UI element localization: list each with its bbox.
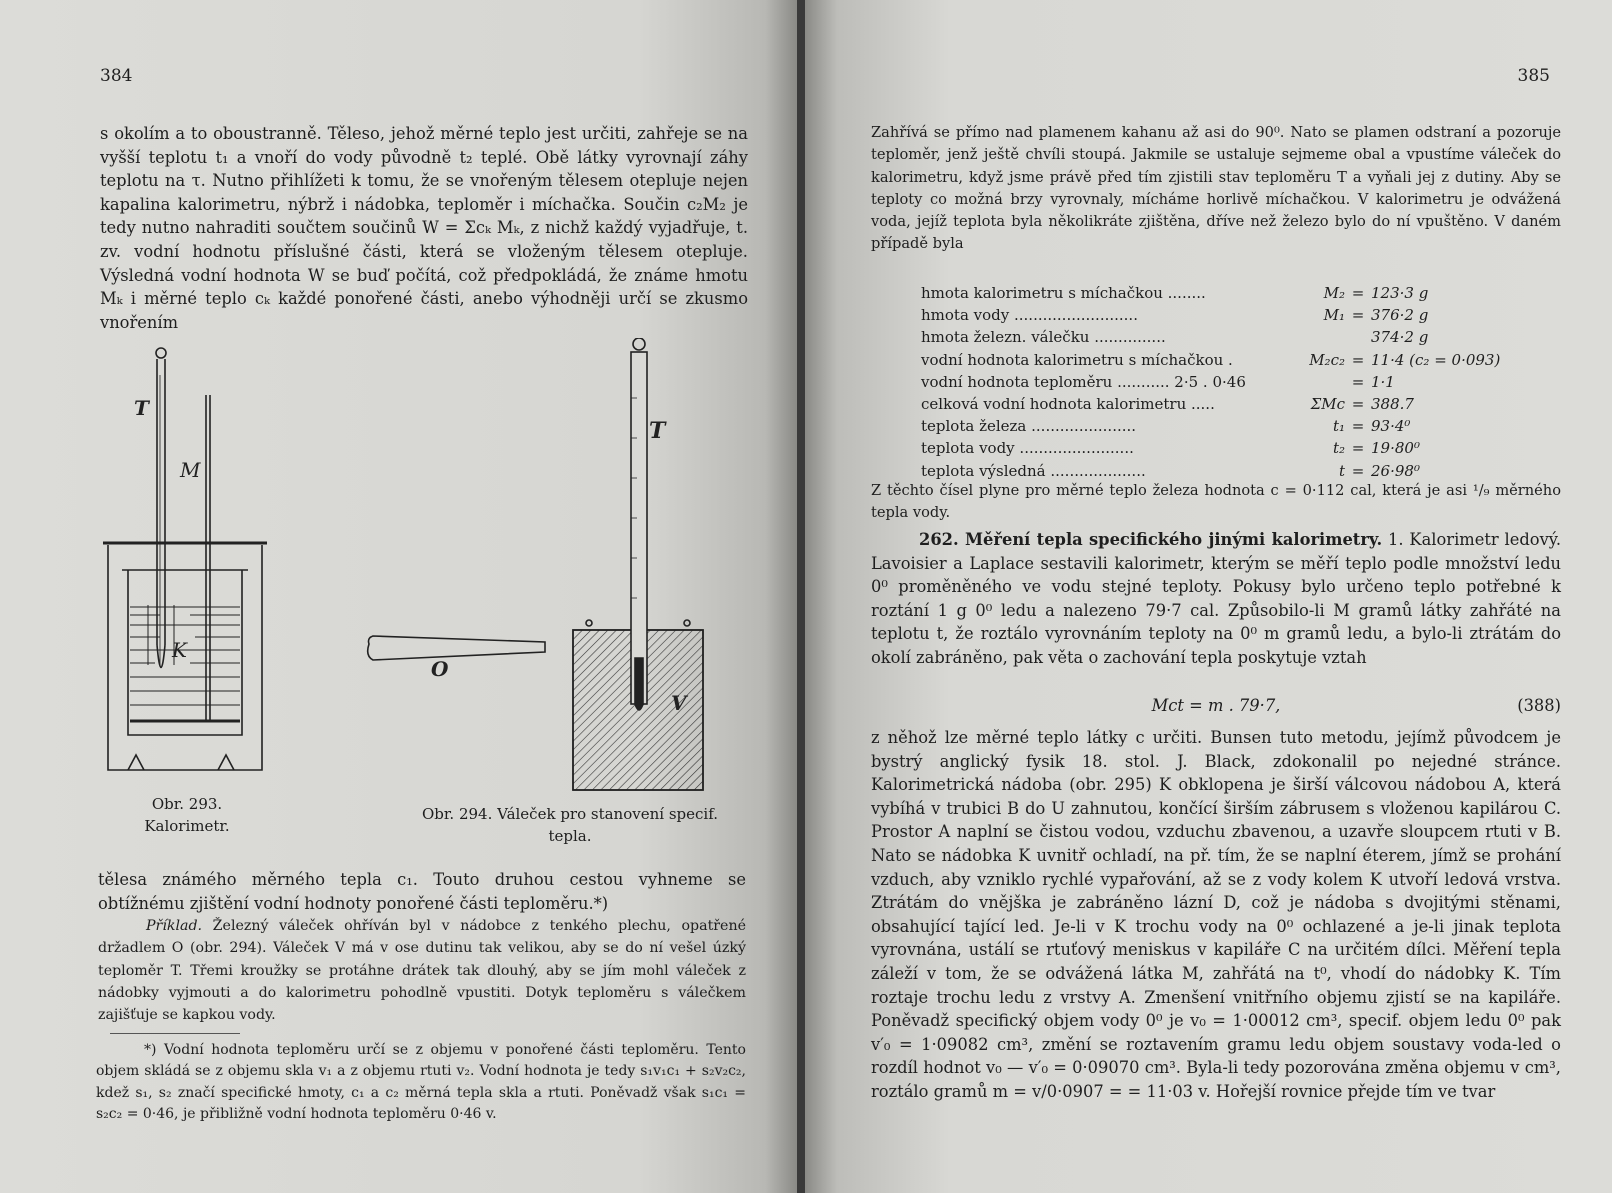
- equation-388: [871, 690, 1561, 720]
- right-page: [805, 0, 1612, 1193]
- table-cell-eq: =: [1351, 372, 1365, 391]
- table-cell-label: teplota železa ......................: [921, 417, 1137, 436]
- table-row: [921, 393, 1500, 415]
- table-row: [921, 437, 1500, 459]
- table-cell-val: 19·80⁰: [1371, 439, 1420, 458]
- table-cell-val: 123·3 g: [1371, 284, 1429, 303]
- example-paragraph: [98, 915, 746, 1026]
- left-page-number: 384: [100, 66, 133, 86]
- left-mid-paragraph: tělesa známého měrného tepla c₁. Touto druhou cestou vyhneme se obtížnému zjištění vodní hodnoty ponořené části teploměru.*): [98, 870, 746, 913]
- fig294-label-v: V: [671, 691, 687, 715]
- table-cell-eq: [1345, 326, 1371, 348]
- table-cell-label: celková vodní hodnota kalorimetru .....: [921, 395, 1215, 414]
- table-cell-label: teplota výsledná ....................: [921, 461, 1146, 480]
- figure-294-cylinder: [365, 338, 725, 798]
- section-heading: 262. Měření tepla specifického jinými kalorimetry.: [919, 530, 1383, 549]
- table-row: [921, 371, 1500, 393]
- table-cell-eq: =: [1351, 284, 1365, 303]
- fig293-caption: Obr. 293. Kalorimetr.: [144, 795, 230, 835]
- figure-293-calorimeter: [100, 345, 270, 790]
- table-row: [921, 349, 1500, 371]
- equation: Mct = m . 79·7,: [1151, 695, 1281, 715]
- right-page-number: 385: [1517, 66, 1550, 86]
- footnote: *) Vodní hodnota teploměru určí se z objemu v ponořené části teploměru. Tento objem skládá se z objemu skla v₁ a z objemu rtuti v₂. Vodní hodnota je tedy s₁v₁c₁ + s₂v₂c₂, kdež s₁, s₂ značí specifické hmoty, c₁ a c₂ měrná tepla skla a rtuti. Poněvadž však s₁c₁ = s₂c₂ = 0·46, je přibližně vodní hodnota teploměru 0·46 v.: [96, 1042, 746, 1123]
- fig294-caption: Obr. 294. Váleček pro stanovení specif. tepla.: [421, 805, 718, 845]
- table-row: [921, 282, 1500, 304]
- table-cell-label: vodní hodnota teploměru ........... 2·5 . 0·46: [921, 372, 1246, 391]
- table-cell-val: 26·98⁰: [1371, 461, 1420, 480]
- table-cell-label: hmota železn. válečku ...............: [921, 328, 1166, 347]
- table-row: [921, 304, 1500, 326]
- table-cell-val: 376·2 g: [1371, 306, 1429, 325]
- table-row: [921, 460, 1500, 482]
- fig294-label-o: O: [431, 657, 449, 681]
- fig293-label-k: K: [172, 638, 187, 662]
- example-text: Železný váleček ohříván byl v nádobce z tenkého plechu, opatřené držadlem O (obr. 294). Váleček V má v ose dutinu tak velikou, aby se do ní vešel úzký teploměr T. Třemi kroužky se protáhne drátek tak dlouhý, aby se jím mohl váleček z nádobky vyjmouti a do kalorimetru pohodlně vpustiti. Dotyk teploměru s válečkem zajišťuje se kapkou vody.: [98, 918, 746, 1024]
- table-cell-label: hmota vody ..........................: [921, 306, 1138, 325]
- table-cell-sym: [1279, 371, 1345, 393]
- section-262: [871, 528, 1561, 670]
- table-cell-label: vodní hodnota kalorimetru s míchačkou .: [921, 350, 1233, 369]
- table-cell-label: teplota vody ........................: [921, 439, 1134, 458]
- table-cell-sym: t: [1338, 461, 1345, 480]
- after-table-text: Z těchto čísel plyne pro měrné teplo železa hodnota c = 0·112 cal, která je asi ¹/₉ měrného tepla vody.: [871, 482, 1561, 522]
- table-cell-val: 11·4 (c₂ = 0·093): [1371, 350, 1501, 369]
- right-top-paragraph: Zahřívá se přímo nad plamenem kahanu až asi do 90⁰. Nato se plamen odstraní a pozoruje teploměr, jenž ještě chvíli stoupá. Jakmile se ustaluje sejmeme obal a vpustíme váleček do kalorimetru, když jsme právě před tím zjistili stav teploměru T a vyňali jej z dutiny. Aby se teploty co možná brzy vyrovnaly, mícháme horlivě míchačkou. V kalorimetru je odvážená voda, jejíž teplota byla několikráte zjištěna, dříve než železo bylo do ní vpuštěno. V daném případě byla: [871, 124, 1561, 253]
- table-cell-sym: [1279, 326, 1345, 348]
- fig293-label-t: T: [134, 396, 149, 420]
- table-row: [921, 415, 1500, 437]
- table-cell-sym: t₁: [1332, 417, 1345, 436]
- left-top-paragraph: s okolím a to oboustranně. Těleso, jehož měrné teplo jest určiti, zahřeje se na vyšší teplotu t₁ a vnoří do vody původně t₂ teplé. Obě látky vyrovnají záhy teplotu na τ. Nutno přihlížeti k tomu, že se vnořeným tělesem otepluje nejen kapalina kalorimetru, nýbrž i nádobka, teploměr i míchačka. Součin c₂M₂ je tedy nutno nahraditi součtem součinů W = Σcₖ Mₖ, z nichž každý vyjadřuje, t. zv. vodní hodnotu příslušné části, která se vloženým tělesem otepluje. Výsledná vodní hodnota W se buď počítá, což předpokládá, že známe hmotu Mₖ i měrné teplo cₖ každé ponořené části, anebo výhodněji určí se zkusmo vnořením: [100, 124, 748, 332]
- final-paragraph: z něhož lze měrné teplo látky c určiti. Bunsen tuto metodu, jejímž původcem je bystrý anglický fysik 18. stol. J. Black, zdokonalil po nejedné stránce. Kalorimetrická nádoba (obr. 295) K obklopena je širší válcovou nádobou A, která vybíhá v trubici B do U zahnutou, končící širším zábrusem s vloženou kapilárou C. Prostor A naplní se čistou vodou, vzduchu zbavenou, a uzavře sloupcem rtuti v B. Nato se nádobka K uvnitř ochladí, na př. tím, že se naplní éterem, jímž se prohání vzduch, aby vzniklo rychlé vypařování, až se z vody kolem K utvoří ledová vrstva. Ztrátám do vnějška je zabráněno lázní D, což je nádoba s dvojitými stěnami, obsahující tající led. Je-li v K trochu vody na 0⁰ ochlazené a je-li jinak teplota vyrovnána, ustálí se rtuťový meniskus v kapiláře C na určitém dílci. Měření tepla záleží v tom, že se odvážená látka M, zahřátá na t⁰, vhodí do nádobky K. Tím roztaje trochu ledu z vrstvy A. Zmenšení vnitřního objemu zjistí se na kapiláře. Poněvadž specifický objem vody 0⁰ je v₀ = 1·00012 cm³, specif. objem ledu 0⁰ pak v′₀ = 1·09082 cm³, změní se roztavením gramu ledu objem soustavy voda-led o rozdíl hodnot v₀ — v′₀ = 0·09070 cm³. Byla-li tedy pozorována změna objemu v cm³, roztálo gramů m = v/0·0907 = = 11·03 v. Hořejší rovnice přejde tím ve tvar: [871, 728, 1561, 1101]
- table-cell-label: hmota kalorimetru s míchačkou ........: [921, 284, 1206, 303]
- left-page: [0, 0, 797, 1193]
- table-cell-eq: =: [1351, 395, 1365, 414]
- table-cell-sym: M₂c₂: [1309, 350, 1345, 369]
- table-cell-val: 388.7: [1371, 395, 1414, 414]
- footnote-rule: [110, 1033, 240, 1034]
- table-cell-eq: =: [1351, 306, 1365, 325]
- fig294-label-t: T: [649, 418, 666, 444]
- measurement-table: [921, 282, 1500, 482]
- table-cell-val: 93·4⁰: [1371, 417, 1411, 436]
- table-cell-sym: t₂: [1332, 439, 1345, 458]
- book-spine: [797, 0, 805, 1193]
- example-label: Příklad.: [146, 918, 203, 934]
- table-cell-val: 1·1: [1371, 372, 1395, 391]
- table-cell-eq: =: [1351, 439, 1365, 458]
- table-cell-eq: =: [1351, 461, 1365, 480]
- equation-number: (388): [1517, 695, 1561, 715]
- table-cell-val: 374·2 g: [1371, 328, 1429, 347]
- fig293-label-m: M: [180, 458, 201, 482]
- table-cell-eq: =: [1351, 350, 1365, 369]
- table-cell-sym: ΣMc: [1310, 395, 1345, 414]
- table-cell-sym: M₁: [1323, 306, 1345, 325]
- table-cell-eq: =: [1351, 417, 1365, 436]
- table-row: [921, 326, 1500, 348]
- section-intro: 1. Kalorimetr ledový. Lavoisier a Laplace sestavili kalorimetr, kterým se měří teplo podle množství ledu 0⁰ proměněného ve vodu stejné teploty. Pokusy bylo určeno teplo potřebné k roztání 1 g 0⁰ ledu a nalezeno 79·7 cal. Způsobilo-li M gramů látky zahřáté na teplotu t, že roztálo vyrovnáním teploty na 0⁰ m gramů ledu, a bylo-li ztrátám do okolí zabráněno, pak věta o zachování tepla poskytuje vztah: [871, 530, 1561, 667]
- table-cell-sym: M₂: [1323, 284, 1345, 303]
